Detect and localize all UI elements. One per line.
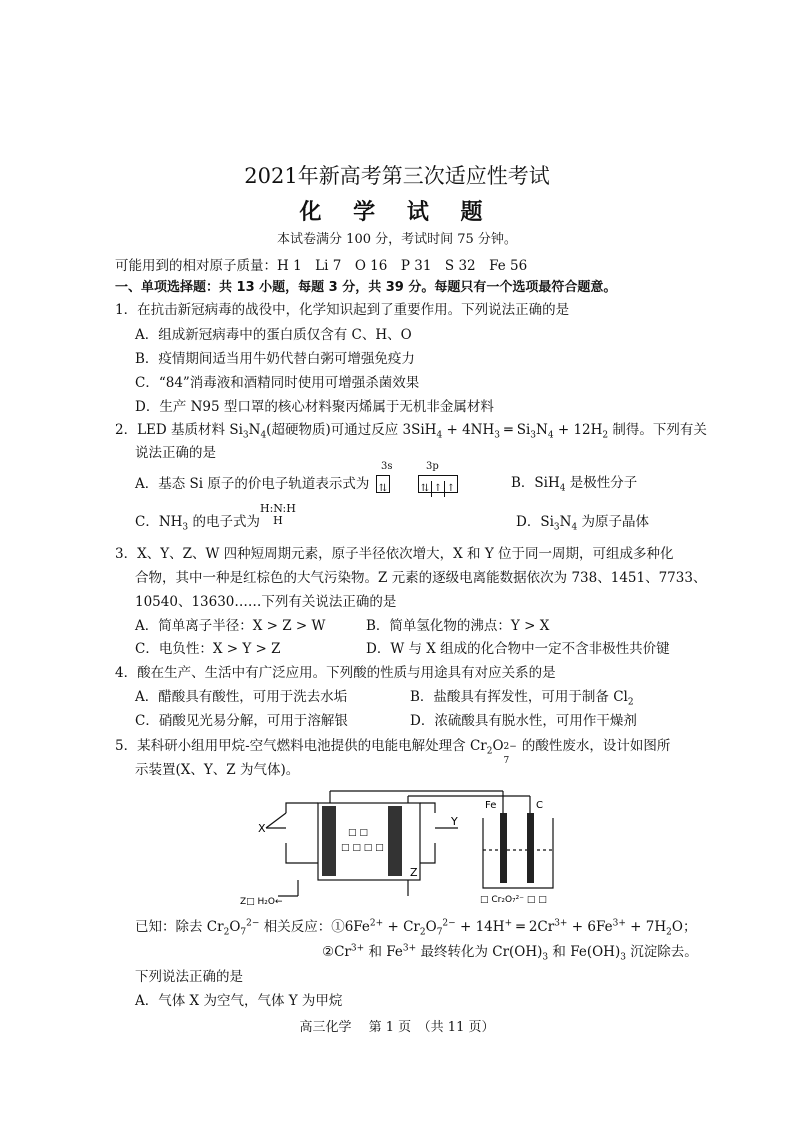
q4-option-a: A．醋酸具有酸性，可用于洗去水垢 xyxy=(135,689,348,705)
q5-option-a: A．气体 X 为空气，气体 Y 为甲烷 xyxy=(135,993,343,1009)
q2-option-d: D．$Si_3N_4$ 为原子晶体 xyxy=(516,514,649,533)
gas-y-label: Y xyxy=(451,815,458,828)
gas-x-label: X xyxy=(258,822,266,835)
q1-option-a: A．组成新冠病毒中的蛋白质仅含有 C、H、O xyxy=(135,327,412,343)
cell-center-label-2: □ □ □ □ xyxy=(341,843,384,853)
atomic-masses: 可能用到的相对原子质量：H 1 Li 7 O 16 P 31 S 32 Fe 56 xyxy=(115,258,528,274)
section-heading: 一、单项选择题：共 13 小题，每题 3 分，共 39 分。每题只有一个选项最符合题意。 xyxy=(115,280,617,295)
exam-meta: 本试卷满分 100 分，考试时间 75 分钟。 xyxy=(277,232,517,247)
question-2-stem-2: 说法正确的是 xyxy=(135,445,216,461)
known-reaction-2: $②Cr^{3+}$ 和 $Fe^{3+}$ 最终转化为 $Cr(OH)_3$ 和 $Fe(OH)_3$ 沉淀除去。 xyxy=(322,943,698,963)
orbital-3s-label: 3s xyxy=(381,461,393,472)
fe-electrode-label: Fe xyxy=(485,800,497,811)
beaker-label: □ Cr₂O₇²⁻ □ □ xyxy=(480,895,547,905)
question-5-ask: 下列说法正确的是 xyxy=(135,969,243,985)
q2-option-c: C．$NH_3$ 的电子式为 xyxy=(135,514,260,533)
c-electrode-label: C xyxy=(536,800,543,811)
nh3-electron-formula: H:N:H H xyxy=(260,502,296,527)
orbital-3s-box xyxy=(376,475,390,493)
q2-option-b: B．SiH$_4$ 是极性分子 xyxy=(511,475,638,494)
q3-option-c: C．电负性：X > Y > Z xyxy=(135,641,281,657)
question-3-line-2: 合物，其中一种是红棕色的大气污染物。Z 元素的逐级电离能数据依次为 738、1451、7733、 xyxy=(135,570,707,586)
orbital-cell: ⇅ xyxy=(378,483,388,494)
q3-option-a: A．简单离子半径：X > Z > W xyxy=(135,618,326,634)
orbital-cell: ⇅ xyxy=(419,481,432,497)
question-1-stem: 1．在抗击新冠病毒的战役中，化学知识起到了重要作用。下列说法正确的是 xyxy=(115,302,570,318)
cell-center-label-1: □ □ xyxy=(348,828,368,838)
outlet-label: Z□ H₂O← xyxy=(240,897,283,907)
question-4-stem: 4．酸在生产、生活中有广泛应用。下列酸的性质与用途具有对应关系的是 xyxy=(115,665,556,681)
q4-option-c: C．硝酸见光易分解，可用于溶解银 xyxy=(135,713,348,729)
page-footer: 高三化学 第 1 页 （共 11 页） xyxy=(299,1020,495,1035)
orbital-cell: ↑ xyxy=(432,481,445,497)
q1-option-b: B．疫情期间适当用牛奶代替白粥可增强免疫力 xyxy=(135,351,415,367)
q1-option-c: C．“84”消毒液和酒精同时使用可增强杀菌效果 xyxy=(135,375,420,391)
question-3-line-3: 10540、13630……下列有关说法正确的是 xyxy=(135,594,397,610)
question-5-line-2: 示装置(X、Y、Z 为气体)。 xyxy=(135,762,300,778)
question-3-line-1: 3．X、Y、Z、W 四种短周期元素，原子半径依次增大，X 和 Y 位于同一周期，可组成多种化 xyxy=(115,546,674,562)
question-2-stem: 2．LED 基质材料 $Si_3N_4$(超硬物质)可通过反应 $3SiH_4 + 4NH_3$ ═ $Si_3N_4 + 12H_2$ 制得。下列有关 xyxy=(115,422,707,441)
q3-option-b: B．简单氢化物的沸点：Y > X xyxy=(366,618,550,634)
question-5-line-1: 5．某科研小组用甲烷-空气燃料电池提供的电能电解处理含 $Cr_2O$ 2− 7 的酸性废水，设计如图所 xyxy=(115,738,671,766)
orbital-3p-label: 3p xyxy=(426,461,439,472)
orbital-3p-box xyxy=(418,475,458,493)
gas-z-label: Z xyxy=(410,866,418,879)
q4-option-d: D．浓硫酸具有脱水性，可用作干燥剂 xyxy=(410,713,637,729)
subject-title: 化 学 试 题 xyxy=(299,199,495,225)
q1-option-d: D．生产 N95 型口罩的核心材料聚丙烯属于无机非金属材料 xyxy=(135,399,494,415)
known-reaction-1: 已知：除去 $Cr_2O_7^{2-}$ 相关反应：$①6Fe^{2+} + Cr_2O_7^{2-} + 14H^+$ ═ $2Cr^{3+} + 6Fe^{3+} + 7H_2O$； xyxy=(135,918,697,938)
exam-title: 2021年新高考第三次适应性考试 xyxy=(244,164,550,188)
electrolysis-diagram xyxy=(238,788,578,908)
q4-option-b: B．盐酸具有挥发性，可用于制备 $Cl_2$ xyxy=(410,689,634,708)
q2-option-a: A．基态 Si 原子的价电子轨道表示式为 xyxy=(135,476,370,492)
q3-option-d: D．W 与 X 组成的化合物中一定不含非极性共价键 xyxy=(366,641,670,657)
orbital-cell: ↑ xyxy=(446,483,456,494)
